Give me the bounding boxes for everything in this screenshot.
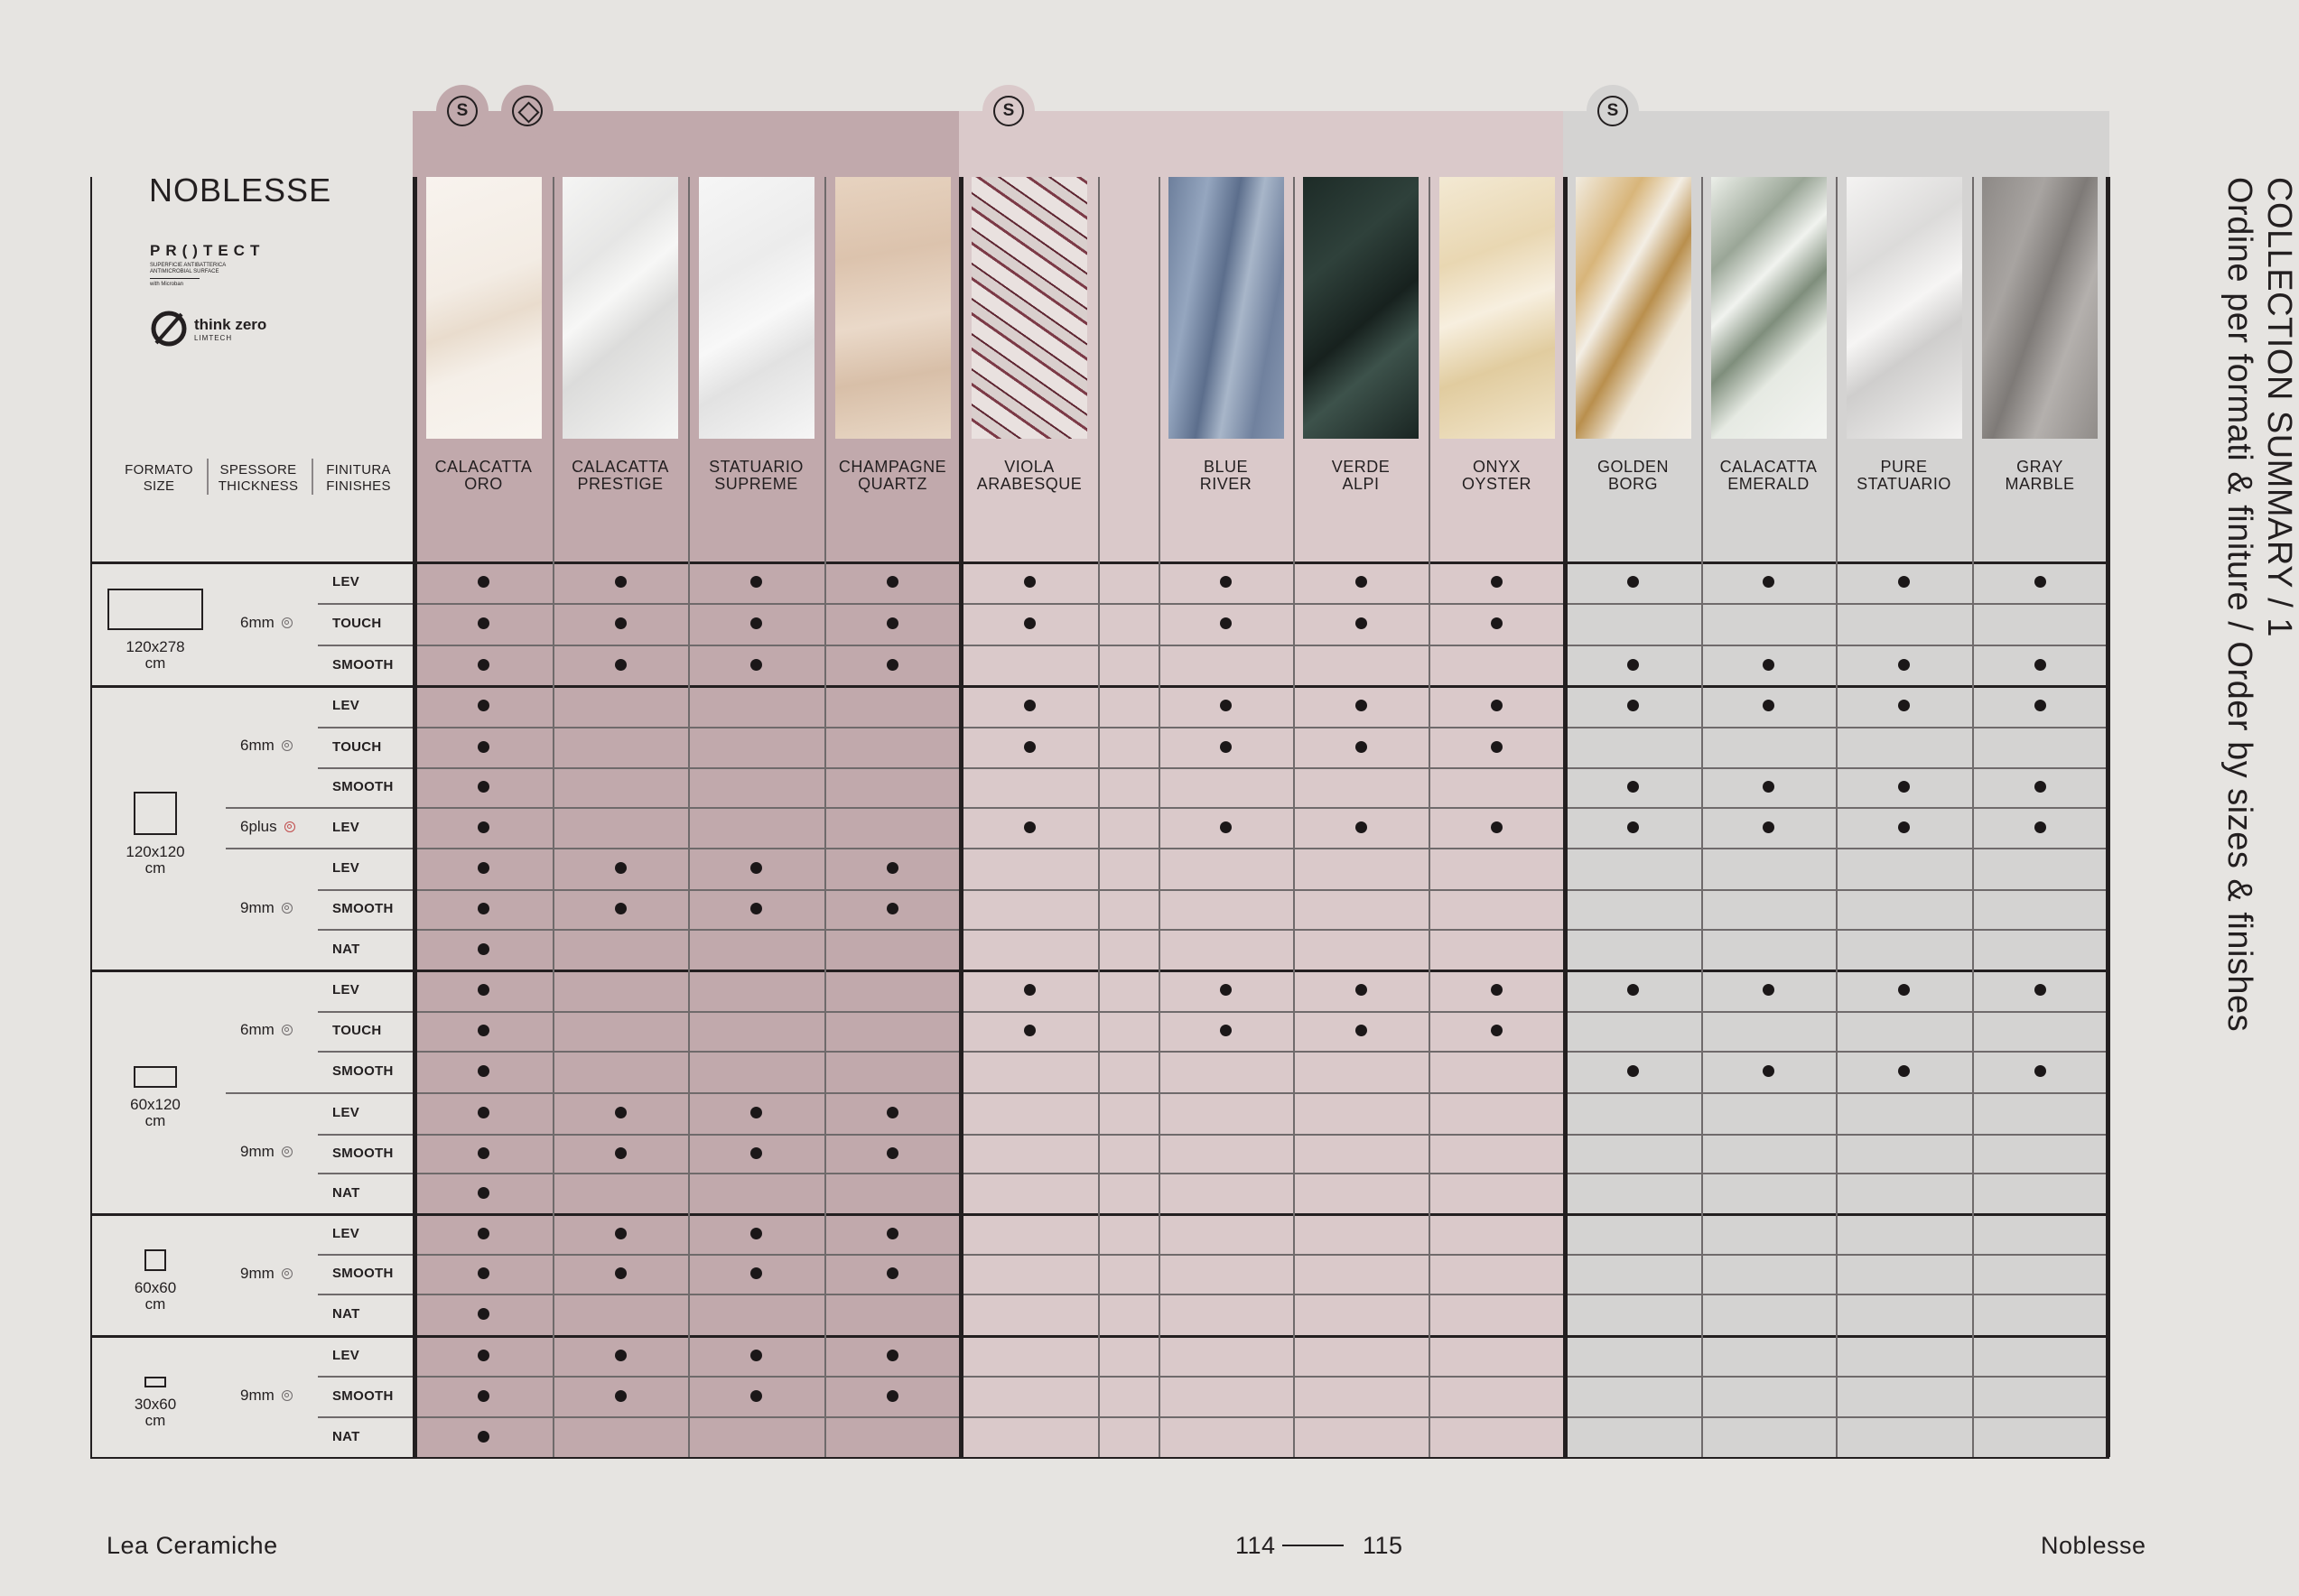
finish-label: NAT <box>332 1428 360 1444</box>
column-name <box>1837 459 1972 493</box>
finish-label: LEV <box>332 1347 360 1363</box>
format-divider <box>90 1335 2109 1338</box>
header-finitura: FINITURA FINISHES <box>326 462 391 494</box>
column-divider <box>1836 177 1838 1457</box>
availability-dot <box>1898 821 1910 833</box>
protect-sub2: ANTIMICROBIAL SURFACE <box>150 269 219 274</box>
format-shape-icon <box>134 1066 177 1088</box>
slab-s-badge <box>1587 85 1639 137</box>
thickness-label <box>240 614 293 632</box>
row-divider <box>318 1134 2109 1136</box>
s-icon: S <box>1597 96 1628 126</box>
availability-dot <box>478 1147 489 1159</box>
finish-label: LEV <box>332 1105 360 1120</box>
availability-dot <box>1024 617 1036 629</box>
thickness-icon <box>282 1146 293 1157</box>
row-divider <box>318 1294 2109 1295</box>
format-divider <box>90 1213 2109 1216</box>
availability-dot <box>2034 821 2046 833</box>
row-divider <box>318 1051 2109 1053</box>
protect-logo <box>150 242 265 288</box>
format-size-text: cm <box>144 1112 166 1129</box>
availability-dot <box>1627 700 1639 711</box>
thickness-label <box>240 899 293 917</box>
column-name-line: SUPREME <box>714 475 798 493</box>
footer-page-left: 114 <box>1235 1532 1276 1559</box>
availability-dot <box>1491 576 1503 588</box>
availability-dot <box>478 1228 489 1239</box>
thinkzero-logo <box>149 309 266 348</box>
row-divider <box>318 807 2109 809</box>
finish-label: SMOOTH <box>332 779 394 794</box>
swatch-blue-river <box>1168 177 1284 439</box>
row-divider <box>318 1416 2109 1418</box>
swatch-champagne-quartz <box>835 177 951 439</box>
finish-label: LEV <box>332 574 360 589</box>
availability-dot <box>750 576 762 588</box>
availability-dot <box>887 576 898 588</box>
format-size-text: cm <box>144 654 166 672</box>
availability-dot <box>615 1107 627 1118</box>
column-name-line: ARABESQUE <box>976 475 1083 493</box>
column-name-line: ORO <box>464 475 503 493</box>
availability-dot <box>2034 700 2046 711</box>
availability-dot <box>1491 617 1503 629</box>
format-size-text: cm <box>144 1294 166 1313</box>
column-divider <box>553 177 554 1457</box>
page-separator <box>1282 1545 1344 1546</box>
finish-label: SMOOTH <box>332 1266 394 1281</box>
availability-dot <box>1898 984 1910 996</box>
diamond-badge <box>501 85 554 137</box>
availability-dot <box>1355 617 1367 629</box>
column-name-line: PURE <box>1880 458 1928 476</box>
availability-dot <box>2034 576 2046 588</box>
availability-dot <box>1763 821 1774 833</box>
group-header-bar-0 <box>413 111 963 177</box>
availability-dot <box>1763 576 1774 588</box>
thinkzero-icon <box>149 309 189 348</box>
availability-dot <box>1763 1065 1774 1077</box>
thickness-text: 9mm <box>240 1143 275 1160</box>
column-name <box>689 459 824 493</box>
format-divider <box>90 561 2109 564</box>
format-size-label <box>101 639 209 672</box>
column-name-line: QUARTZ <box>858 475 927 493</box>
thickness-text: 6mm <box>240 1021 275 1038</box>
column-name-line: CALACATTA <box>434 458 533 476</box>
column-name-line: GRAY <box>2016 458 2063 476</box>
format-shape-icon <box>107 589 203 630</box>
availability-dot <box>1024 1025 1036 1036</box>
availability-dot <box>1627 781 1639 793</box>
availability-dot <box>887 1107 898 1118</box>
thinkzero-text: think zero <box>194 315 267 333</box>
finish-label: TOUCH <box>332 738 382 755</box>
availability-dot <box>1491 821 1503 833</box>
availability-dot <box>2034 781 2046 793</box>
row-divider <box>318 929 2109 931</box>
side-title-line1: COLLECTION SUMMARY / 1 <box>2260 177 2298 638</box>
column-name-line: VIOLA <box>1004 458 1055 476</box>
column-name-line: VERDE <box>1331 458 1391 476</box>
column-name-line: ONYX <box>1472 458 1521 476</box>
availability-dot <box>750 659 762 671</box>
availability-dot <box>1355 984 1367 996</box>
format-size-text: 60x60 <box>134 1278 177 1296</box>
availability-dot <box>1627 821 1639 833</box>
column-name <box>416 459 552 493</box>
column-name-line: GOLDEN <box>1596 458 1670 476</box>
availability-dot <box>615 576 627 588</box>
availability-dot <box>1220 1025 1232 1036</box>
format-shape-icon <box>144 1377 166 1387</box>
availability-dot <box>887 1228 898 1239</box>
availability-dot <box>1024 821 1036 833</box>
availability-dot <box>615 862 627 874</box>
column-name-line: STATUARIO <box>709 458 804 476</box>
thickness-divider <box>226 1092 318 1094</box>
finish-label: NAT <box>332 1184 360 1201</box>
thickness-icon <box>282 617 293 628</box>
availability-dot <box>1627 576 1639 588</box>
slab-s-badge <box>982 85 1035 137</box>
group-divider <box>413 177 417 1457</box>
finish-label: TOUCH <box>332 616 382 631</box>
row-divider <box>318 1254 2109 1256</box>
availability-dot <box>1355 576 1367 588</box>
availability-dot <box>615 1350 627 1361</box>
column-name-line: RIVER <box>1199 475 1252 493</box>
footer-brand: Lea Ceramiche <box>107 1532 278 1559</box>
availability-dot <box>1898 781 1910 793</box>
row-divider <box>318 645 2109 646</box>
availability-dot <box>1898 700 1910 711</box>
row-divider <box>318 1376 2109 1378</box>
availability-dot <box>478 741 489 753</box>
availability-dot <box>1763 984 1774 996</box>
availability-dot <box>750 1228 762 1239</box>
column-name <box>553 459 688 493</box>
availability-dot <box>1627 984 1639 996</box>
availability-dot <box>1898 576 1910 588</box>
finish-label: LEV <box>332 1225 360 1241</box>
availability-dot <box>478 821 489 833</box>
availability-dot <box>1491 1025 1503 1036</box>
swatch-calacatta-prestige <box>563 177 678 439</box>
availability-dot <box>2034 659 2046 671</box>
finish-label: SMOOTH <box>332 1387 394 1404</box>
protect-sub3: with Microban <box>150 282 184 287</box>
swatch-viola-arabesque <box>972 177 1087 439</box>
left-border <box>90 177 92 1457</box>
format-size-text: cm <box>144 1411 166 1429</box>
footer-collection: Noblesse <box>2041 1532 2146 1559</box>
finish-label: NAT <box>332 1306 360 1322</box>
group-header-bar-2 <box>1563 111 2109 177</box>
column-name-line: MARBLE <box>2005 475 2075 493</box>
brand-title: NOBLESSE <box>149 172 332 209</box>
column-divider <box>1293 177 1295 1457</box>
protect-logo-text: PR()TECT <box>150 242 265 259</box>
format-size-text: 30x60 <box>134 1395 177 1413</box>
finish-label: NAT <box>332 941 360 957</box>
row-divider <box>318 727 2109 728</box>
column-divider <box>1429 177 1430 1457</box>
availability-dot <box>1220 700 1232 711</box>
group-divider <box>959 177 963 1457</box>
availability-dot <box>1355 700 1367 711</box>
availability-dot <box>750 617 762 629</box>
format-size-text: 120x120 <box>126 842 185 860</box>
column-divider <box>1701 177 1703 1457</box>
thickness-label <box>240 737 293 755</box>
availability-dot <box>1220 821 1232 833</box>
group-header-bar-1 <box>959 111 1567 177</box>
column-name-line: CALACATTA <box>1719 458 1818 476</box>
column-name-line: ALPI <box>1342 475 1380 493</box>
row-divider <box>318 848 2109 849</box>
availability-dot <box>887 862 898 874</box>
finish-label: LEV <box>332 698 360 713</box>
swatch-statuario-supreme <box>699 177 814 439</box>
column-name-line: STATUARIO <box>1857 475 1951 493</box>
header-spessore: SPESSORE THICKNESS <box>218 462 299 494</box>
swatch-pure-statuario <box>1847 177 1962 439</box>
thickness-text: 6mm <box>240 613 275 631</box>
thickness-icon <box>282 1268 293 1279</box>
footer-page-right: 115 <box>1363 1532 1403 1559</box>
availability-dot <box>887 1390 898 1402</box>
availability-dot <box>887 1350 898 1361</box>
column-name-line: BORG <box>1607 475 1658 493</box>
availability-dot <box>1627 1065 1639 1077</box>
swatch-golden-borg <box>1576 177 1691 439</box>
availability-dot <box>1220 576 1232 588</box>
swatch-onyx-oyster <box>1439 177 1555 439</box>
group-divider <box>1563 177 1568 1457</box>
availability-dot <box>478 984 489 996</box>
availability-dot <box>478 1065 489 1077</box>
side-title <box>2220 177 2299 1032</box>
s-icon: S <box>447 96 478 126</box>
availability-dot <box>615 617 627 629</box>
format-size-text: 120x278 <box>126 637 185 655</box>
protect-sub1: SUPERFICIE ANTIBATTERICA <box>150 263 227 268</box>
availability-dot <box>750 1267 762 1279</box>
row-divider <box>318 889 2109 891</box>
format-shape-icon <box>134 792 177 835</box>
format-size-label <box>101 1097 209 1129</box>
swatch-calacatta-emerald <box>1711 177 1827 439</box>
group-divider <box>2106 177 2110 1457</box>
finish-label: SMOOTH <box>332 656 394 673</box>
column-name-line: PRESTIGE <box>577 475 664 493</box>
thickness-label <box>240 1021 293 1039</box>
thickness-divider <box>226 848 318 849</box>
finish-label: SMOOTH <box>332 1063 394 1079</box>
availability-dot <box>1355 741 1367 753</box>
column-name <box>1972 459 2108 493</box>
thickness-icon <box>284 821 295 832</box>
availability-dot <box>1763 700 1774 711</box>
thickness-text: 6plus <box>240 817 277 835</box>
availability-dot <box>1898 1065 1910 1077</box>
availability-dot <box>478 576 489 588</box>
availability-dot <box>1491 984 1503 996</box>
availability-dot <box>1627 659 1639 671</box>
column-name-line: BLUE <box>1203 458 1249 476</box>
availability-dot <box>750 1147 762 1159</box>
thickness-text: 9mm <box>240 1264 275 1282</box>
availability-dot <box>750 1390 762 1402</box>
availability-dot <box>887 617 898 629</box>
column-name-line: EMERALD <box>1727 475 1810 493</box>
availability-dot <box>1763 781 1774 793</box>
row-divider <box>318 1092 2109 1094</box>
availability-dot <box>750 903 762 914</box>
thickness-icon <box>282 1390 293 1401</box>
availability-dot <box>478 659 489 671</box>
availability-dot <box>1220 741 1232 753</box>
availability-dot <box>478 1107 489 1118</box>
column-divider <box>1159 177 1160 1457</box>
availability-dot <box>478 1350 489 1361</box>
availability-dot <box>478 1187 489 1199</box>
thickness-icon <box>282 740 293 751</box>
finish-label: LEV <box>332 860 360 876</box>
availability-dot <box>887 1147 898 1159</box>
column-divider <box>824 177 826 1457</box>
finish-label: LEV <box>332 982 360 998</box>
swatch-verde-alpi <box>1303 177 1419 439</box>
availability-dot <box>750 1350 762 1361</box>
availability-dot <box>2034 1065 2046 1077</box>
availability-dot <box>615 903 627 914</box>
availability-dot <box>615 1267 627 1279</box>
format-size-label <box>101 1396 209 1429</box>
column-divider <box>1972 177 1974 1457</box>
column-name <box>1429 459 1565 493</box>
format-shape-icon <box>144 1249 166 1271</box>
thickness-icon <box>282 1025 293 1035</box>
thickness-label <box>240 818 295 836</box>
availability-dot <box>478 617 489 629</box>
availability-dot <box>1491 700 1503 711</box>
format-divider <box>90 685 2109 688</box>
format-size-label <box>101 1280 209 1313</box>
availability-dot <box>2034 984 2046 996</box>
availability-dot <box>1220 617 1232 629</box>
column-name-line: CHAMPAGNE <box>838 458 947 476</box>
row-divider <box>318 1011 2109 1013</box>
format-size-label <box>101 844 209 877</box>
availability-dot <box>478 700 489 711</box>
availability-dot <box>887 903 898 914</box>
header-formato: FORMATO SIZE <box>125 462 193 494</box>
availability-dot <box>1024 576 1036 588</box>
availability-dot <box>478 1431 489 1443</box>
availability-dot <box>1024 700 1036 711</box>
availability-dot <box>478 1308 489 1320</box>
column-name <box>1701 459 1837 493</box>
column-name <box>825 459 961 493</box>
finish-label: SMOOTH <box>332 901 394 916</box>
finish-label: TOUCH <box>332 1023 382 1038</box>
availability-dot <box>478 781 489 793</box>
column-divider <box>688 177 690 1457</box>
availability-dot <box>478 1267 489 1279</box>
slab-s-badge <box>436 85 489 137</box>
thickness-text: 9mm <box>240 898 275 916</box>
availability-dot <box>478 903 489 914</box>
row-divider <box>318 767 2109 769</box>
column-divider <box>1098 177 1100 1457</box>
swatch-calacatta-oro <box>426 177 542 439</box>
availability-dot <box>1491 741 1503 753</box>
thickness-text: 9mm <box>240 1386 275 1404</box>
availability-dot <box>615 1228 627 1239</box>
thickness-label <box>240 1387 293 1405</box>
format-size-text: 60x120 <box>130 1096 181 1113</box>
finish-label: SMOOTH <box>332 1145 394 1161</box>
availability-dot <box>615 1390 627 1402</box>
thickness-label <box>240 1143 293 1161</box>
availability-dot <box>478 1390 489 1402</box>
row-divider <box>318 603 2109 605</box>
availability-dot <box>1763 659 1774 671</box>
column-name <box>962 459 1097 493</box>
diamond-icon <box>512 96 543 126</box>
format-size-text: cm <box>144 858 166 877</box>
availability-dot <box>478 943 489 955</box>
column-name <box>1566 459 1701 493</box>
availability-dot <box>887 659 898 671</box>
availability-dot <box>1220 984 1232 996</box>
grid-bottom-line <box>90 1457 2109 1459</box>
availability-dot <box>1355 821 1367 833</box>
s-icon: S <box>993 96 1024 126</box>
thickness-icon <box>282 903 293 914</box>
availability-dot <box>1024 984 1036 996</box>
finish-label: LEV <box>332 819 360 835</box>
column-name-line: CALACATTA <box>572 458 669 476</box>
thinkzero-sub: LIMTECH <box>194 333 233 342</box>
row-divider <box>318 1173 2109 1174</box>
column-name <box>1293 459 1429 493</box>
column-name-line: OYSTER <box>1461 475 1531 493</box>
column-name <box>1159 459 1294 493</box>
availability-dot <box>750 1107 762 1118</box>
availability-dot <box>478 862 489 874</box>
availability-dot <box>1898 659 1910 671</box>
availability-dot <box>750 862 762 874</box>
swatch-gray-marble <box>1982 177 2098 439</box>
availability-dot <box>615 659 627 671</box>
availability-dot <box>1355 1025 1367 1036</box>
thickness-label <box>240 1265 293 1283</box>
side-title-line2: Ordine per formati & finiture / Order by sizes & finishes <box>2220 177 2258 1033</box>
thickness-text: 6mm <box>240 736 275 754</box>
thickness-divider <box>226 807 318 809</box>
availability-dot <box>1024 741 1036 753</box>
availability-dot <box>887 1267 898 1279</box>
availability-dot <box>478 1025 489 1036</box>
format-divider <box>90 970 2109 972</box>
availability-dot <box>615 1147 627 1159</box>
